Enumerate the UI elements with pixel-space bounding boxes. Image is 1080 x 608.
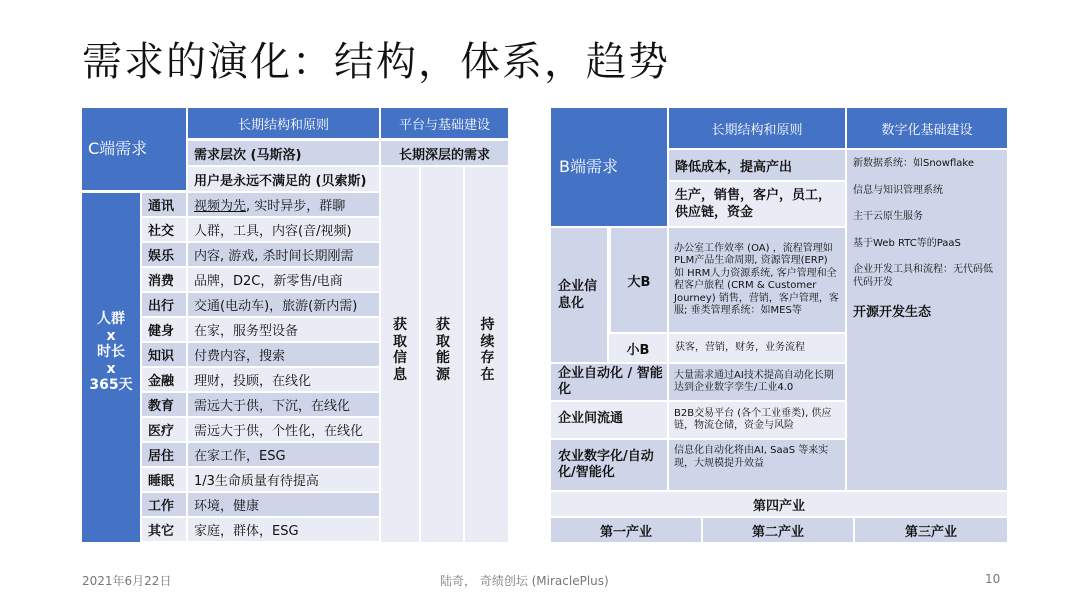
b-side-corner: B端需求 [551,108,667,226]
category-description: 在家工作，ESG [188,443,379,466]
char: 信 [393,350,407,366]
infra-item: 基于Web RTC等的PaaS [853,237,961,249]
side-label-line: 时长 [97,344,125,360]
b-enterprise-info: 企业信息化 [551,228,607,362]
platform-col-information [381,167,421,542]
category-label: 工作 [142,493,186,516]
primary-industry: 第一产业 [551,518,701,542]
b-business-elements: 生产，销售，客户，员工，供应链，资金 [669,182,845,226]
b-automation-label: 企业自动化 / 智能化 [551,364,667,400]
description-rest: , 实时异步，群聊 [246,199,346,214]
category-description: 需远大于供，个性化，在线化 [188,418,379,441]
b-interenterprise-label: 企业间流通 [551,402,667,438]
b-header-infra: 数字化基础建设 [847,108,1007,148]
category-label: 娱乐 [142,243,186,266]
side-label-line: 人群 [97,311,125,327]
category-label: 出行 [142,293,186,316]
char: 取 [393,333,407,350]
category-description: 品牌，D2C，新零售/电商 [188,268,379,291]
char: 能 [436,350,450,366]
category-description: 家庭，群体，ESG [188,518,379,541]
category-label: 健身 [142,318,186,341]
fourth-industry: 第四产业 [551,492,1007,516]
c-never-satisfied: 用户是永远不满足的 (贝索斯) [188,167,379,191]
b-reduce-cost: 降低成本，提高产出 [669,150,845,180]
category-label: 医疗 [142,418,186,441]
infra-item-open-source: 开源开发生态 [853,305,932,320]
char: 存 [480,350,495,366]
category-label: 消费 [142,268,186,291]
category-description: 人群，工具，内容(音/视频) [188,218,379,241]
char: 息 [393,366,407,383]
side-label-line: x [106,360,116,377]
b-header-principles: 长期结构和原则 [669,108,845,148]
c-side-corner: C端需求 [82,108,186,190]
category-description: 1/3生命质量有待提高 [188,468,379,491]
b-infra-column [847,150,1007,490]
category-label: 通讯 [142,193,186,216]
platform-col-existence [467,167,508,542]
category-label: 居住 [142,443,186,466]
c-header-principles: 长期结构和原则 [188,108,379,138]
category-description: 环境，健康 [188,493,379,516]
char: 在 [480,366,495,383]
tertiary-industry: 第三产业 [855,518,1007,542]
category-label: 金融 [142,368,186,391]
category-description: 理财，投顾，在线化 [188,368,379,391]
char: 续 [480,333,495,350]
category-label: 知识 [142,343,186,366]
infra-item: 主干云原生服务 [853,211,923,222]
c-hierarchy-of-needs: 需求层次 (马斯洛) [188,141,379,165]
category-description: 付费内容，搜索 [188,343,379,366]
category-label: 睡眠 [142,468,186,491]
category-description: 在家，服务型设备 [188,318,379,341]
char: 源 [436,366,450,383]
footer-page-number: 10 [985,572,1001,586]
infra-item: 企业开发工具和流程：无代码低代码开发 [853,264,993,288]
category-description [188,193,379,216]
side-label-line: 365天 [89,377,133,393]
b-agriculture-label: 农业数字化/自动化/智能化 [551,440,667,490]
platform-col-energy [423,167,465,542]
footer-author: 陆奇， 奇绩创坛 (MiraclePlus) [440,574,609,588]
char: 获 [436,317,450,333]
footer-date: 2021年6月22日 [82,574,172,588]
infra-item: 新数据系统：如Snowflake [853,158,974,169]
small-b-label: 小B [609,334,667,362]
char: 持 [480,317,495,333]
category-label: 教育 [142,393,186,416]
char: 取 [436,333,450,350]
big-b-desc: 办公室工作效率 (OA) ，流程管理如 PLM产品生命周期, 资源管理(ERP) 如 HRM人力资源系统, 客户管理和全程客户旅程 (CRM & Customer Journey) 销售，营销，客户管理，客服; 垂类管理系统：如MES等 [669,228,845,332]
small-b-desc: 获客，营销，财务，业务流程 [669,334,845,362]
c-deep-needs: 长期深层的需求 [381,141,508,165]
c-header-platform: 平台与基础建设 [381,108,508,138]
b-interenterprise-desc: B2B交易平台 (各个工业垂类), 供应链，物流仓储，资金与风险 [669,402,845,438]
category-description: 交通(电动车)，旅游(新内需) [188,293,379,316]
category-description: 需远大于供，下沉，在线化 [188,393,379,416]
b-automation-desc: 大量需求通过AI技术提高自动化长期达到企业数字孪生/工业4.0 [669,364,845,400]
category-label: 其它 [142,518,186,541]
infra-item: 信息与知识管理系统 [853,184,943,196]
page-title: 需求的演化：结构，体系，趋势 [82,39,670,85]
category-description: 内容, 游戏, 杀时间长期刚需 [188,243,379,266]
char: 获 [393,317,407,333]
video-first-link[interactable]: 视频为先 [194,199,247,214]
c-side-label [82,193,140,542]
category-label: 社交 [142,218,186,241]
side-label-line: x [106,327,116,344]
big-b-label: 大B [609,228,667,332]
secondary-industry: 第二产业 [703,518,853,542]
b-agriculture-desc: 信息化自动化将由AI, SaaS 等来实现，大规模提升效益 [669,440,845,490]
